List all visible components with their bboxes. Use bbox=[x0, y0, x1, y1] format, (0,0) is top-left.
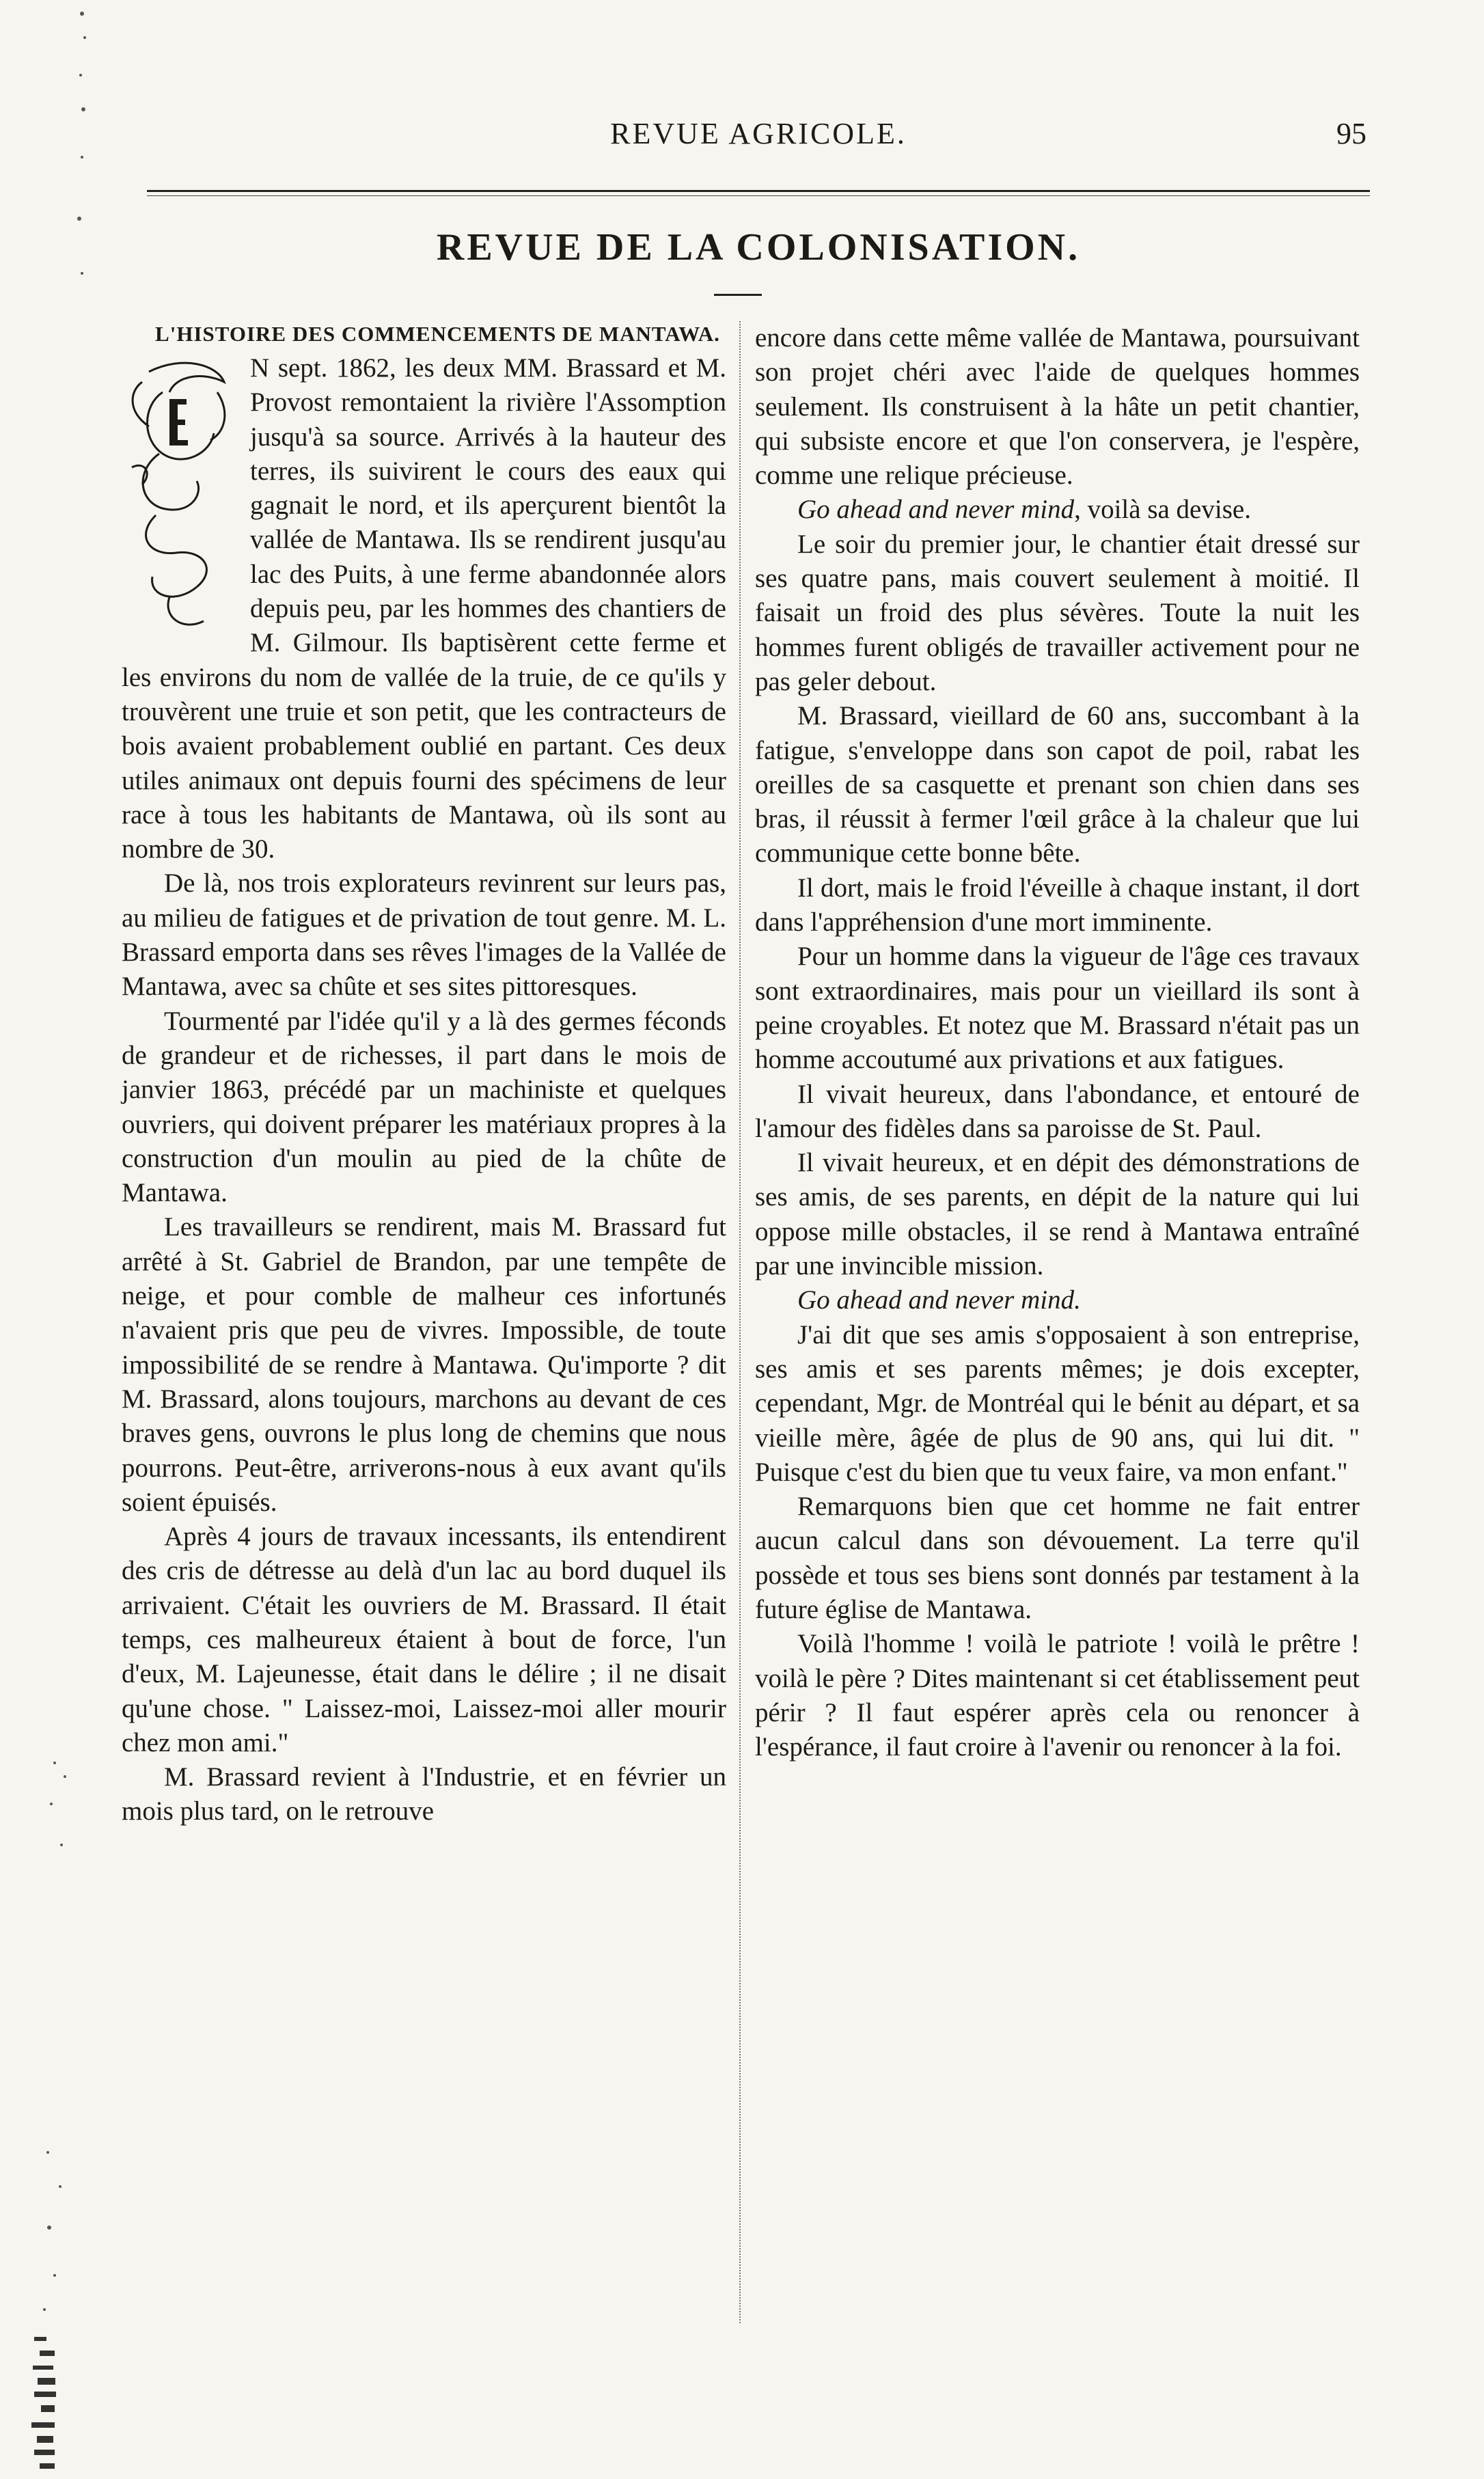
left-column bbox=[122, 321, 726, 1829]
header-rule bbox=[147, 190, 1370, 192]
header-rule-thin bbox=[147, 195, 1370, 196]
paragraph: M. Brassard revient à l'Industrie, et en février un mois plus tard, on le retrouve bbox=[122, 1762, 726, 1826]
paragraph: Pour un homme dans la vigueur de l'âge ces travaux sont extraordinaires, mais pour un vieillard ils sont à peine croyables. Et notez que M. Brassard n'était pas un homme accoutumé aux privations et aux fatigues. bbox=[755, 942, 1360, 1075]
page-number: 95 bbox=[1336, 117, 1366, 150]
section-title: REVUE DE LA COLONISATION. bbox=[436, 226, 1081, 269]
motto-paragraph bbox=[755, 493, 1360, 527]
ornamental-dropcap bbox=[122, 351, 238, 645]
dropcap-ornament-icon bbox=[122, 351, 238, 645]
running-title: REVUE AGRICOLE. bbox=[610, 117, 907, 150]
paragraph: encore dans cette même vallée de Mantawa, poursuivant son projet chéri avec l'aide de quelques hommes seulement. Ils construisent à la hâte un petit chantier, qui subsiste encore et que l'on conservera, je l'espère, comme une relique précieuse. bbox=[755, 323, 1360, 491]
section-divider bbox=[714, 294, 762, 296]
paragraph: Tourmenté par l'idée qu'il y a là des germes féconds de grandeur et de richesses, il part dans le mois de janvier 1863, précédé par un machiniste et quelques ouvriers, qui doivent préparer les matériaux propres à la construction d'un moulin au pied de la chûte de Mantawa. bbox=[122, 1006, 726, 1208]
motto-italic: Go ahead and never mind bbox=[797, 495, 1075, 525]
column-divider bbox=[739, 321, 741, 2323]
paragraph: N sept. 1862, les deux MM. Brassard et M. Provost remontaient la rivière l'Assomption jusqu'à sa source. Arrivés à la hauteur des terres, ils suivirent le cours des eaux qui gagnait le nord, et ils aperçurent bientôt la vallée de Mantawa. Ils se rendirent jusqu'au lac des Puits, à une ferme abandonnée alors depuis peu, par les hommes des chantiers de M. Gilmour. Ils baptisèrent cette ferme et les environs du nom de vallée de la truie, de ce qu'ils y trouvèrent une truie et son petit, que les contracteurs de bois avaient probablement oublié en partant. Ces deux utiles animaux ont depuis fourni des spécimens de leur race à tous les habitants de Mantawa, où ils sont au nombre de 30. bbox=[122, 353, 726, 864]
paragraph: Après 4 jours de travaux incessants, ils entendirent des cris de détresse au delà d'un lac au bord duquel ils arrivaient. C'était les ouvriers de M. Brassard. Il était temps, ces malheureux étaient à bout de force, l'un d'eux, M. Lajeunesse, était dans le délire ; il ne disait qu'une chose. " Laissez-moi, Laissez-moi aller mourir chez mon ami." bbox=[122, 1522, 726, 1757]
paragraph: M. Brassard, vieillard de 60 ans, succombant à la fatigue, s'enveloppe dans son capot de poil, rabat les oreilles de sa casquette et prenant son chien dans ses bras, il réussit à fermer l'œil grâce à la chaleur que lui communique cette bonne bête. bbox=[755, 701, 1360, 868]
right-column bbox=[755, 321, 1360, 1764]
paragraph: J'ai dit que ses amis s'opposaient à son entreprise, ses amis et ses parents mêmes; je dois excepter, cependant, Mgr. de Montréal qui le bénit au départ, et sa vieille mère, âgée de plus de 90 ans, qui lui dit. " Puisque c'est du bien que tu veux faire, va mon enfant." bbox=[755, 1319, 1360, 1487]
paragraph: Voilà l'homme ! voilà le patriote ! voilà le prêtre ! voilà le père ? Dites maintenant si cet établissement peut périr ? Il faut espérer après cela ou renoncer à l'espérance, il faut croire à l'avenir ou renoncer à la foi. bbox=[755, 1629, 1360, 1762]
paragraph: Les travailleurs se rendirent, mais M. Brassard fut arrêté à St. Gabriel de Brandon, par une tempête de neige, et pour comble de malheur ces infortunés n'avaient pris que peu de vivres. Impossible, de toute impossibilité de se rendre à Mantawa. Qu'importe ? dit M. Brassard, alons toujours, marchons au devant de ces braves gens, ouvrons le plus long de chemins que nous pourrons. Peut-être, arriverons-nous à eux avant qu'ils soient épuisés. bbox=[122, 1212, 726, 1517]
running-head bbox=[150, 116, 1366, 157]
paragraph: Remarquons bien que cet homme ne fait entrer aucun calcul dans son dévouement. La terre qu'il possède et tous ses biens sont donnés par testament à la future église de Mantawa. bbox=[755, 1492, 1360, 1624]
paragraph: Le soir du premier jour, le chantier était dressé sur ses quatre pans, mais couvert seulement à moitié. Il faisait un froid des plus sévères. Toute la nuit les hommes furent obligés de travailler activement pour ne pas geler debout. bbox=[755, 529, 1360, 696]
paragraph: Il vivait heureux, et en dépit des démonstrations de ses amis, de ses parents, en dépit de la nature qui lui oppose mille obstacles, il se rend à Mantawa entraîné par une invincible mission. bbox=[755, 1148, 1360, 1281]
scan-margin-specks bbox=[14, 0, 89, 2479]
motto-suffix: , voilà sa devise. bbox=[1074, 495, 1251, 525]
paragraph: De là, nos trois explorateurs revinrent sur leurs pas, au milieu de fatigues et de privation de tout genre. M. L. Brassard emporta dans ses rêves l'images de la Vallée de Mantawa, avec sa chûte et ses sites pittoresques. bbox=[122, 868, 726, 1002]
paragraph: Il vivait heureux, dans l'abondance, et entouré de l'amour des fidèles dans sa paroisse de St. Paul. bbox=[755, 1079, 1360, 1143]
article-heading: L'HISTOIRE DES COMMENCEMENTS DE MANTAWA. bbox=[155, 322, 720, 346]
paragraph: Il dort, mais le froid l'éveille à chaque instant, il dort dans l'appréhension d'une mort imminente. bbox=[755, 873, 1360, 937]
motto-repeat: Go ahead and never mind. bbox=[797, 1285, 1081, 1315]
